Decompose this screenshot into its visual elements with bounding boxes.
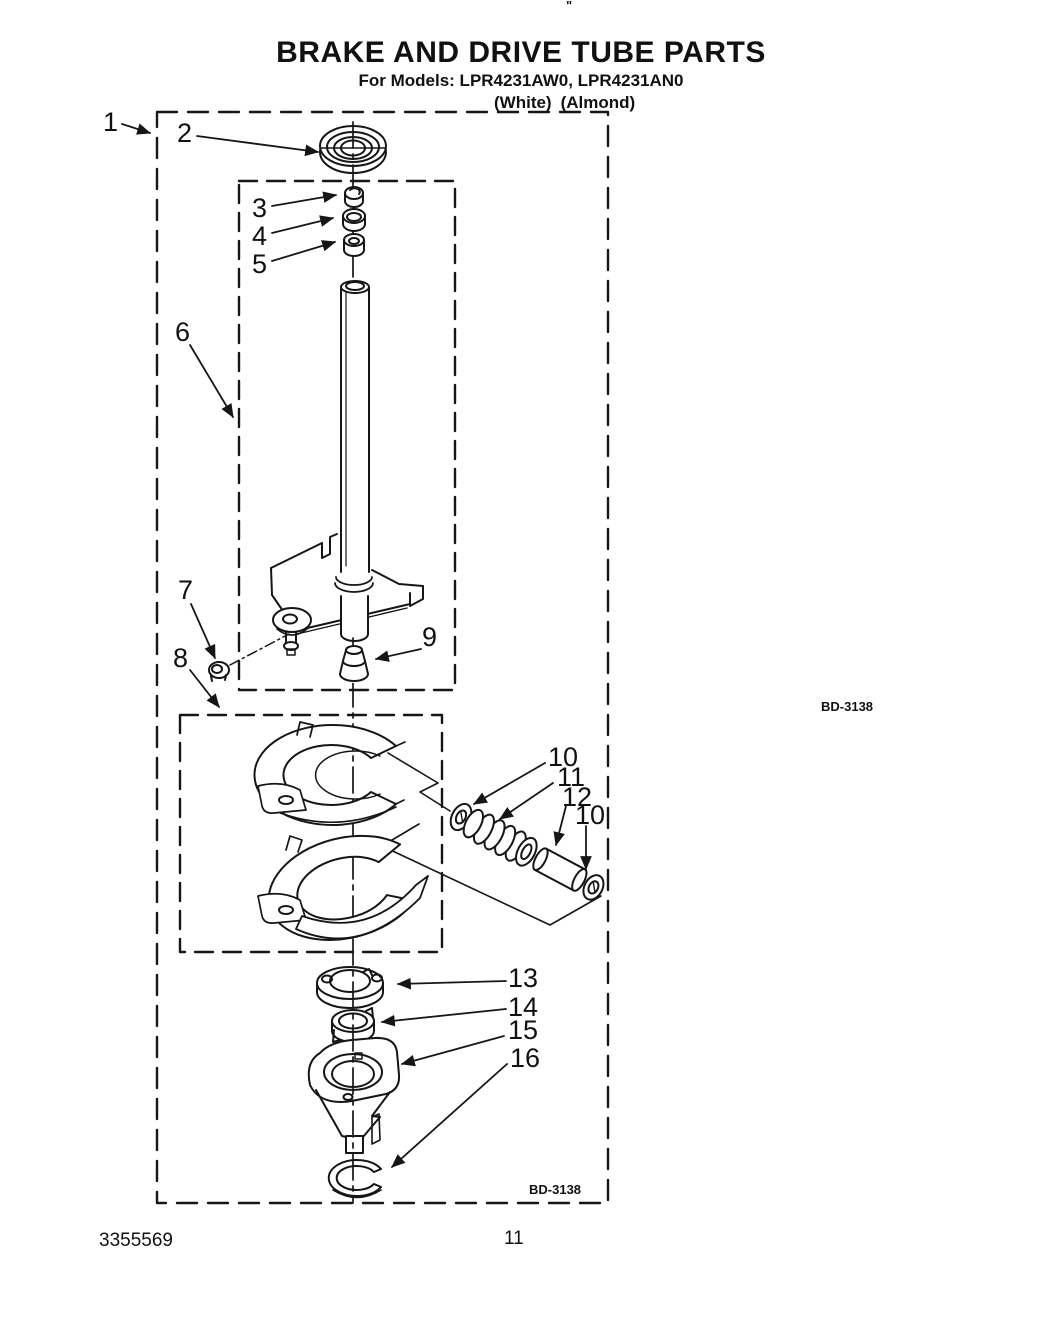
part-5-bushing	[344, 234, 364, 256]
diagram-code-mid: BD-3138	[821, 699, 874, 714]
callout-15-label: 15	[508, 1015, 539, 1045]
callout-9-label: 9	[422, 622, 438, 652]
callout-6-label: 6	[175, 317, 191, 347]
finish-almond-label: (Almond)	[560, 93, 636, 112]
part-9-thrust-spacer	[340, 646, 368, 683]
callout-2-arrow	[197, 136, 318, 152]
callout-5-arrow	[272, 242, 335, 261]
callout-10a-label: 10	[548, 742, 579, 772]
callout-6-arrow	[190, 345, 233, 417]
callout-3-label: 3	[252, 193, 268, 223]
part-6-drive-tube	[271, 281, 423, 655]
callout-7-label: 7	[178, 575, 194, 605]
callout-8-label: 8	[173, 643, 189, 673]
page-number: 11	[504, 1228, 524, 1249]
callout-10a-arrow	[474, 763, 545, 804]
callout-15-arrow	[402, 1036, 504, 1064]
callout-14-label: 14	[508, 992, 539, 1022]
callout-10b-label: 10	[575, 800, 606, 830]
document-number: 3355569	[99, 1230, 173, 1251]
callout-12-label: 12	[562, 782, 593, 812]
part-4-washer	[343, 209, 365, 231]
finish-white-label: (White)	[494, 93, 552, 112]
scan-artifact-mark: "	[566, 0, 574, 13]
callout-13-arrow	[398, 981, 506, 984]
models-subtitle: For Models: LPR4231AW0, LPR4231AN0	[358, 71, 684, 90]
drive-tube-stub	[341, 596, 368, 641]
callout-4-label: 4	[252, 221, 268, 251]
callout-14-arrow	[382, 1009, 506, 1022]
callout-16-label: 16	[510, 1043, 541, 1073]
callout-1-arrow	[122, 124, 150, 133]
part-15-brake-cam-driver	[309, 1038, 399, 1153]
part-7-nut	[209, 662, 229, 681]
callout-11-label: 11	[557, 762, 586, 792]
part-3-spacer	[345, 187, 363, 207]
diagram-code-bottom: BD-3138	[529, 1182, 582, 1197]
callout-7-arrow	[191, 604, 215, 658]
callout-3-arrow	[272, 195, 336, 206]
callout-1-label: 1	[103, 107, 119, 137]
page-title: BRAKE AND DRIVE TUBE PARTS	[276, 36, 766, 69]
part-13-flange	[317, 967, 383, 1008]
callout-16-arrow	[392, 1064, 507, 1167]
part-16-snap-ring	[329, 1160, 381, 1198]
part-12-pin	[530, 846, 589, 893]
callout-13-label: 13	[508, 963, 539, 993]
callout-5-label: 5	[252, 249, 268, 279]
callout-2-label: 2	[177, 118, 193, 148]
callout-11-arrow	[500, 783, 553, 819]
callout-9-arrow	[376, 649, 421, 659]
callout-4-arrow	[272, 218, 333, 233]
brake-band-upper	[254, 722, 405, 825]
